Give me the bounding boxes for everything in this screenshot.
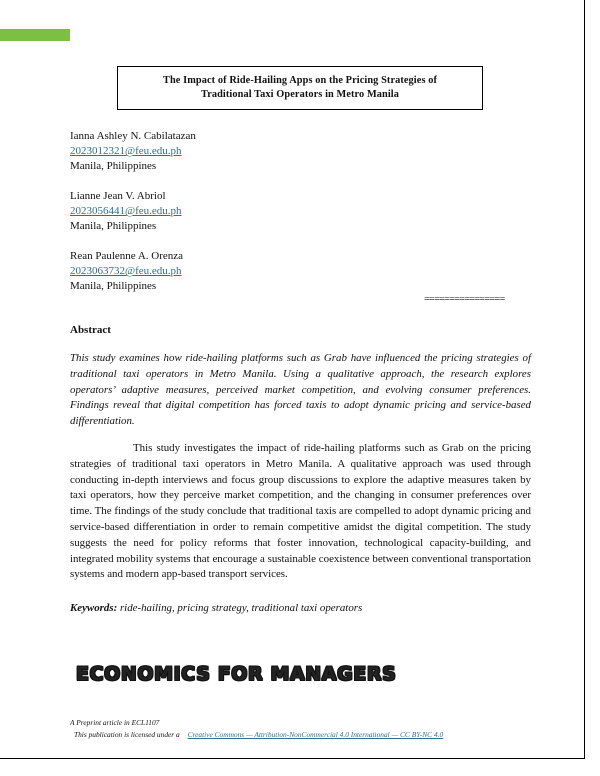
section-separator: ================ xyxy=(424,294,505,305)
abstract-summary: This study examines how ride-hailing platforms such as Grab have influenced the pricing strategies of traditional taxi operators in Metro Manila. Using a qualitative approach, the research explores operators’ adaptive measures, perceived market competition, and evolving consumer preferences. Findings reveal that digital competition has forced taxis to adopt dynamic pricing and service-based differentiation. xyxy=(70,352,531,428)
author-email-link[interactable]: 2023012321@feu.edu.ph xyxy=(70,145,182,158)
title-line-2: Traditional Taxi Operators in Metro Manila xyxy=(200,89,400,100)
author-name: Ianna Ashley N. Cabilatazan xyxy=(70,130,196,142)
keywords-line xyxy=(70,602,362,614)
title-line-1: The Impact of Ride-Hailing Apps on the Pricing Strategies of xyxy=(163,75,437,86)
author-location: Manila, Philippines xyxy=(70,160,157,173)
course-title-text: ECONOMICS FOR MANAGERS xyxy=(76,663,397,685)
abstract-body: This study investigates the impact of ride-hailing platforms such as Grab on the pricing strategies of traditional taxi operators in Metro Manila. A qualitative approach was used through conducting in-depth interviews and focus group discussions to explore the adaptive measures taken by taxi operators, how they perceive market competition, and the changing in consumer preferences over time. The findings of the study conclude that traditional taxis are compelled to adopt dynamic pricing and service-based differentiation in order to remain competitive amidst the digital competition. The study suggests the need for policy reforms that foster innovation, technological capacity-building, and integrated mobility systems that encourage a sustainable coexistence between conventional transportation systems and modern app-based transport services. xyxy=(70,442,531,581)
license-link[interactable]: Creative Commons — Attribution-NonCommercial 4.0 International — CC BY-NC 4.0 xyxy=(187,730,444,739)
title-box xyxy=(117,66,483,110)
footer-license xyxy=(74,730,443,740)
author-block-2 xyxy=(70,189,182,235)
author-block-3 xyxy=(70,249,183,295)
author-name: Rean Paulenne A. Orenza xyxy=(70,250,184,262)
author-email-link[interactable]: 2023063732@feu.edu.ph xyxy=(70,265,182,278)
footer-license-prefix: This publication is licensed under a xyxy=(74,730,180,739)
keywords-label: Keywords: xyxy=(70,602,118,614)
footer-preprint: A Preprint article in ECL1107 xyxy=(70,718,160,727)
paper-title xyxy=(163,74,437,102)
author-location: Manila, Philippines xyxy=(70,280,157,293)
author-location: Manila, Philippines xyxy=(70,220,157,233)
keywords-values: ride-hailing, pricing strategy, traditional taxi operators xyxy=(119,602,363,614)
author-email-link[interactable]: 2023056441@feu.edu.ph xyxy=(70,205,182,218)
author-block-1 xyxy=(70,129,196,175)
abstract-heading: Abstract xyxy=(70,324,111,336)
course-title xyxy=(76,663,396,685)
accent-bar xyxy=(0,29,70,41)
author-name: Lianne Jean V. Abriol xyxy=(70,190,166,202)
